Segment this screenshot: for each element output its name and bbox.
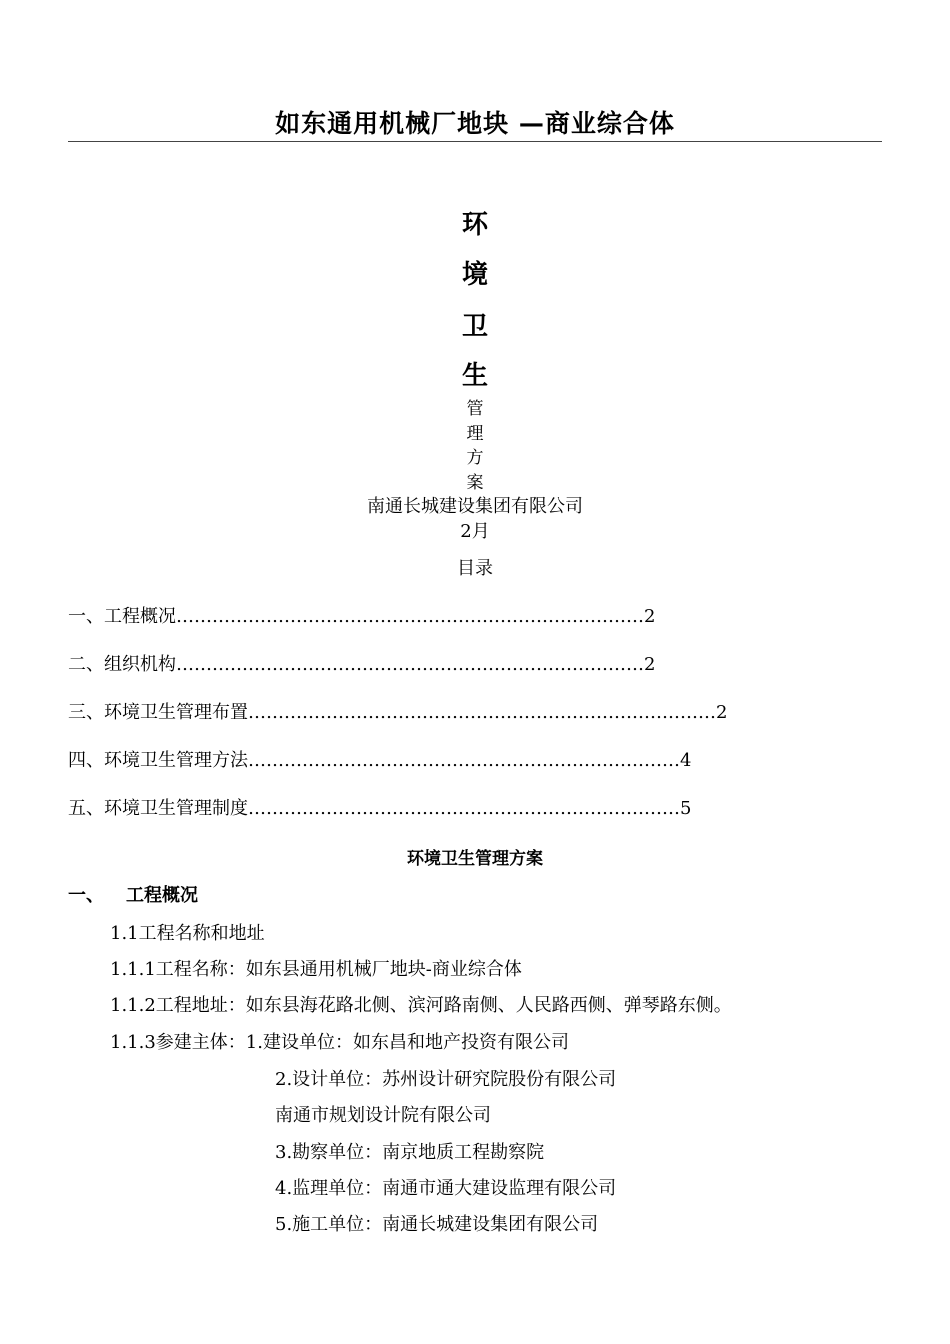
section-number: 一、	[68, 885, 104, 906]
toc-entry-label: 五、环境卫生管理制度	[68, 798, 248, 819]
toc-page-number: 2	[644, 606, 656, 627]
cover-title-char: 生	[461, 361, 488, 391]
toc-entry[interactable]	[68, 698, 727, 724]
cover-title-char: 境	[461, 260, 488, 290]
toc-leader-dots: ……………………………………………………………………	[176, 654, 644, 675]
header-divider	[68, 141, 882, 142]
toc-leader-dots: ……………………………………………………………………	[176, 606, 644, 627]
section-title: 工程概况	[126, 885, 198, 906]
toc-leader-dots: ………………………………………………………………	[248, 798, 680, 819]
toc-entry[interactable]	[68, 650, 655, 676]
toc-page-number: 5	[680, 798, 692, 819]
document-title: 环境卫生管理方案	[407, 849, 543, 869]
cover-title-char: 环	[461, 210, 488, 240]
section-heading	[68, 881, 198, 907]
toc-page-number: 4	[680, 750, 692, 771]
cover-title-char: 卫	[461, 312, 488, 342]
toc-entry-label: 三、环境卫生管理布置	[68, 702, 248, 723]
cover-date: 2月	[460, 521, 490, 542]
header-title: 如东通用机械厂地块 —商业综合体	[275, 109, 675, 138]
toc-page-number: 2	[716, 702, 728, 723]
body-line: 3.勘察单位：南京地质工程勘察院	[275, 1142, 545, 1163]
cover-subtitle-char: 案	[466, 473, 484, 493]
toc-entry[interactable]	[68, 746, 691, 772]
toc-entry[interactable]	[68, 794, 691, 820]
body-line: 1.1.1工程名称：如东县通用机械厂地块-商业综合体	[110, 959, 522, 980]
body-line: 5.施工单位：南通长城建设集团有限公司	[275, 1214, 599, 1235]
body-line: 4.监理单位：南通市通大建设监理有限公司	[275, 1178, 617, 1199]
cover-company: 南通长城建设集团有限公司	[367, 496, 583, 517]
toc-leader-dots: ………………………………………………………………	[248, 750, 680, 771]
cover-subtitle-char: 管	[466, 399, 484, 419]
body-line: 1.1工程名称和地址	[110, 923, 265, 944]
cover-subtitle-char: 理	[466, 424, 484, 444]
toc-page-number: 2	[644, 654, 656, 675]
body-line: 南通市规划设计院有限公司	[275, 1105, 491, 1126]
toc-leader-dots: ……………………………………………………………………	[248, 702, 716, 723]
body-line: 1.1.3参建主体：1.建设单位：如东昌和地产投资有限公司	[110, 1032, 569, 1053]
cover-subtitle-char: 方	[466, 448, 484, 468]
toc-entry-label: 四、环境卫生管理方法	[68, 750, 248, 771]
toc-entry-label: 一、工程概况	[68, 606, 176, 627]
body-line: 2.设计单位：苏州设计研究院股份有限公司	[275, 1069, 617, 1090]
body-line: 1.1.2工程地址：如东县海花路北侧、滨河路南侧、人民路西侧、弹琴路东侧。	[110, 995, 732, 1016]
toc-entry[interactable]	[68, 602, 655, 628]
toc-entry-label: 二、组织机构	[68, 654, 176, 675]
toc-title: 目录	[457, 558, 493, 579]
